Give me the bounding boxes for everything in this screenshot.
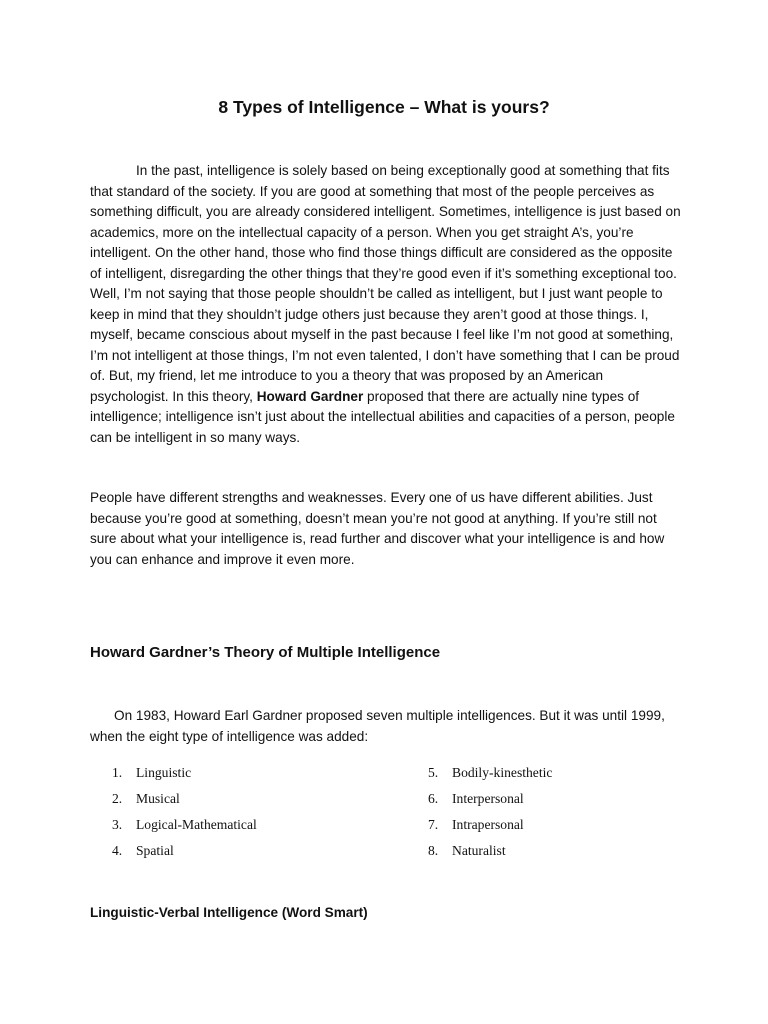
list-item bbox=[112, 763, 257, 789]
intro-text-before-name: In the past, intelligence is solely based on being exceptionally good at something that fits that standard of the society. If you are good at something that most of the people perceives as something difficult, you are already considered intelligent. Sometimes, intelligence is just based on academics, more on the intellectual capacity of a person. When you get straight A’s, you’re intelligent. On the other hand, those who find those things difficult are considered as the opposite of intelligent, disregarding the other things that they’re good even if it’s something exceptional too. Well, I’m not saying that those people shouldn’t be called as intelligent, but I just want people to keep in mind that they shouldn’t judge others just because they aren’t good at those things. I, myself, became conscious about myself in the past because I feel like I’m not good at something, I’m not intelligent at those things, I’m not even talented, I don’t have something that I can be proud of. But, my friend, let me introduce to you a theory that was proposed by an American psychologist. In this theory, bbox=[90, 163, 681, 404]
intro-highlighted-name: Howard Gardner bbox=[256, 388, 364, 404]
intro-text-after-name: proposed that there are actually nine types of intelligence; intelligence isn’t just about the intellectual abilities and capacities of a person, people can be intelligent in so many ways. bbox=[90, 388, 675, 445]
list-item bbox=[428, 815, 552, 841]
list-item-number: 8. bbox=[428, 843, 439, 858]
intelligence-list-left bbox=[112, 763, 257, 867]
section-heading: Howard Gardner’s Theory of Multiple Intelligence bbox=[90, 644, 441, 661]
list-item-label: Linguistic bbox=[136, 765, 192, 780]
list-item bbox=[112, 789, 257, 815]
document-title: 8 Types of Intelligence – What is yours? bbox=[218, 97, 550, 117]
list-item-number: 7. bbox=[428, 817, 439, 832]
list-item-label: Spatial bbox=[136, 843, 174, 858]
list-item bbox=[112, 815, 257, 841]
list-item-label: Musical bbox=[136, 791, 180, 806]
list-item bbox=[112, 841, 257, 867]
list-item-label: Interpersonal bbox=[452, 791, 524, 806]
strengths-paragraph: People have different strengths and weaknesses. Every one of us have different abilities. Just because you’re good at something, doesn’t mean you’re not good at anything. If you’re still not sure about what your intelligence is, read further and discover what your intelligence is and how you can enhance and improve it even more. bbox=[90, 490, 665, 567]
list-item-number: 4. bbox=[112, 843, 123, 858]
list-item-number: 5. bbox=[428, 765, 439, 780]
subsection-heading: Linguistic-Verbal Intelligence (Word Smart) bbox=[90, 905, 368, 920]
list-item-number: 2. bbox=[112, 791, 123, 806]
intelligence-list-right bbox=[428, 763, 552, 867]
list-item-label: Intrapersonal bbox=[452, 817, 524, 832]
list-item bbox=[428, 789, 552, 815]
list-item bbox=[428, 841, 552, 867]
list-item bbox=[428, 763, 552, 789]
intro-paragraph bbox=[90, 161, 682, 448]
list-item-number: 6. bbox=[428, 791, 439, 806]
list-item-label: Bodily-kinesthetic bbox=[452, 765, 553, 780]
list-item-number: 1. bbox=[112, 765, 123, 780]
list-item-label: Logical-Mathematical bbox=[136, 817, 257, 832]
list-item-label: Naturalist bbox=[452, 843, 506, 858]
list-item-number: 3. bbox=[112, 817, 123, 832]
history-paragraph: On 1983, Howard Earl Gardner proposed seven multiple intelligences. But it was until 1999, when the eight type of intelligence was added: bbox=[90, 708, 665, 744]
